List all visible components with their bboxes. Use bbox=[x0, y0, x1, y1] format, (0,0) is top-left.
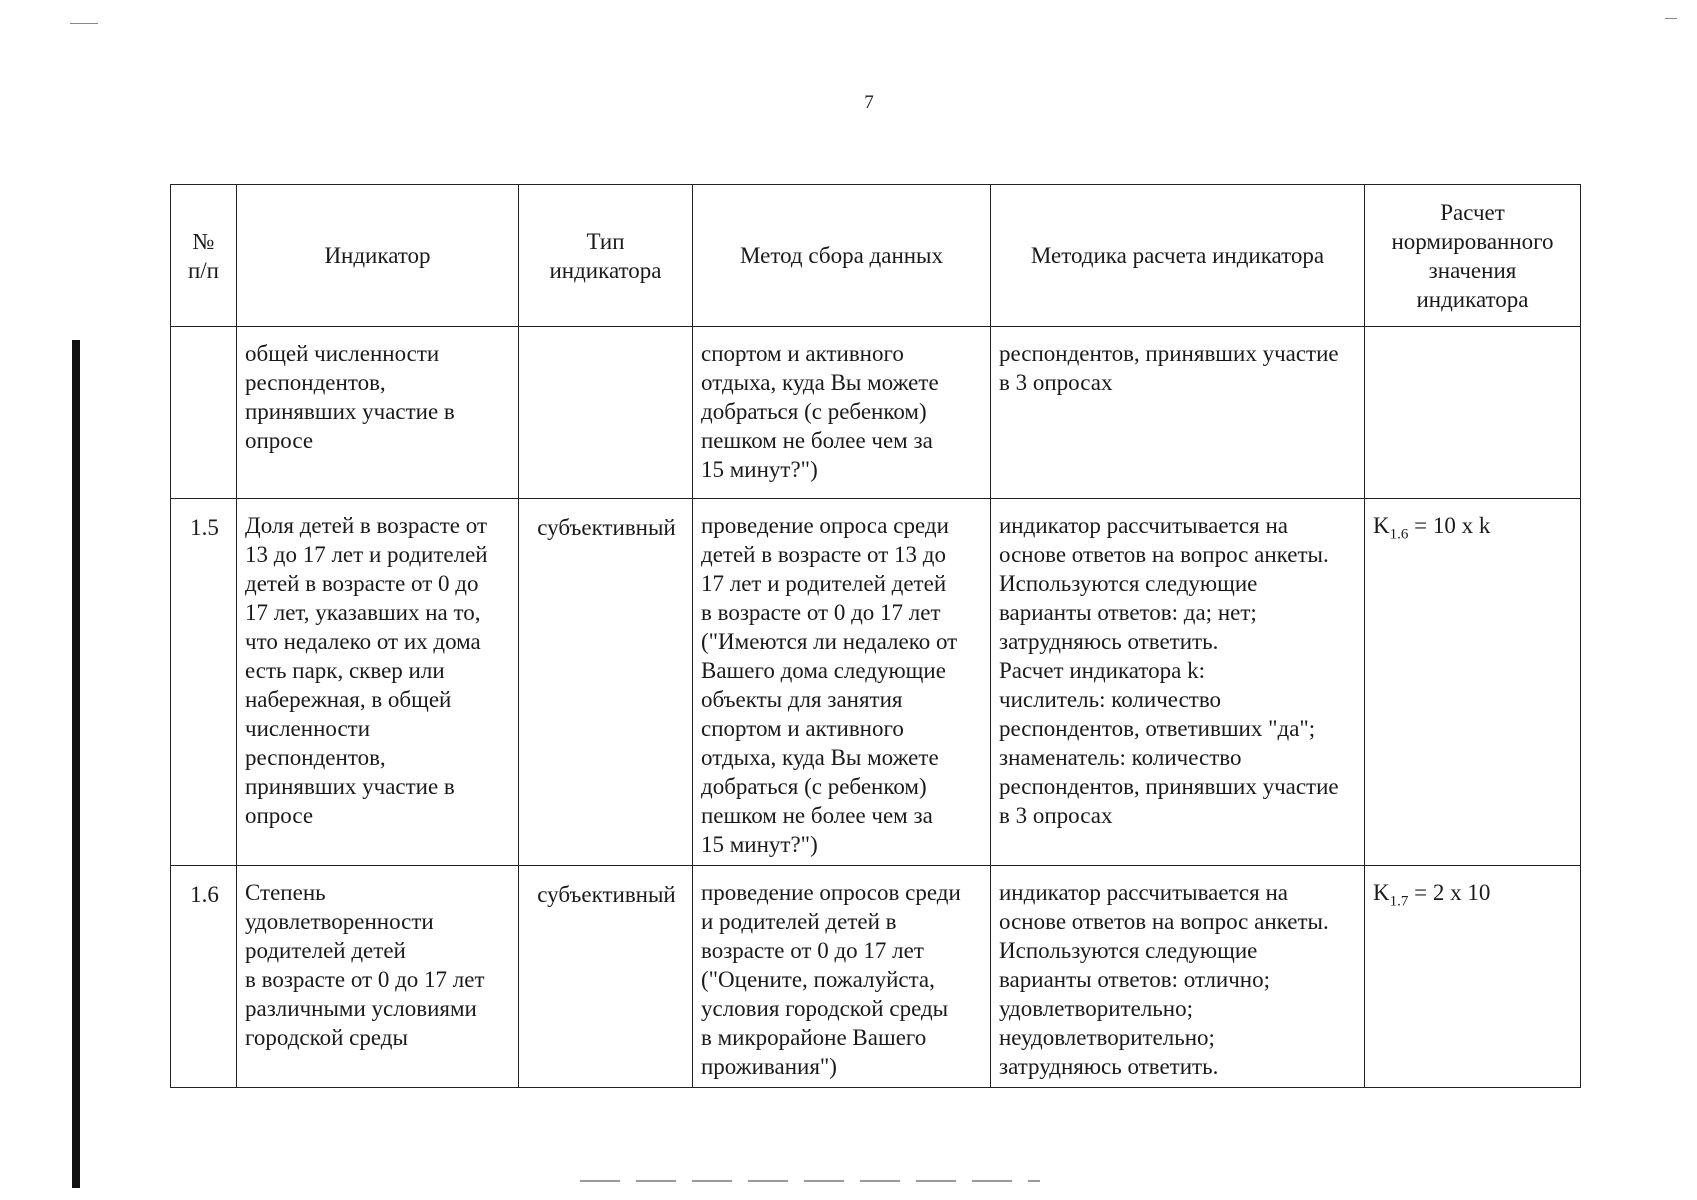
row-method: проведение опросов среди и родителей детей в возрасте от 0 до 17 лет ("Оцените, пожалуйста, условия городской среды в микрорайоне Вашего проживания") bbox=[693, 866, 991, 1088]
indicators-table bbox=[170, 184, 1581, 1088]
row-num: 1.5 bbox=[171, 499, 237, 866]
scan-artifact bbox=[70, 23, 98, 24]
header-num: № п/п bbox=[171, 185, 237, 327]
page-number: 7 bbox=[864, 92, 874, 113]
table-row bbox=[171, 866, 1581, 1088]
row-type bbox=[519, 327, 693, 499]
row-calc: индикатор рассчитывается на основе ответов на вопрос анкеты. Используются следующие варианты ответов: да; нет; затрудняюсь ответить. Расчет индикатора k: числитель: количество респондентов, ответивших "да"; знаменатель: количество респондентов, принявших участие в 3 опросах bbox=[991, 499, 1365, 866]
row-type: субъективный bbox=[519, 499, 693, 866]
row-norm: $K_{1.7} = 2$ x 10 bbox=[1365, 866, 1581, 1088]
table-header-row bbox=[171, 185, 1581, 327]
row-type: субъективный bbox=[519, 866, 693, 1088]
header-type: Тип индикатора bbox=[519, 185, 693, 327]
row-calc: индикатор рассчитывается на основе ответов на вопрос анкеты. Используются следующие варианты ответов: отлично; удовлетворительно; неудовлетворительно; затрудняюсь ответить. bbox=[991, 866, 1365, 1088]
header-indicator: Индикатор bbox=[237, 185, 519, 327]
scan-artifact bbox=[580, 1180, 1040, 1182]
header-calc: Методика расчета индикатора bbox=[991, 185, 1365, 327]
row-norm: $K_{1.6} = 10$ x k bbox=[1365, 499, 1581, 866]
row-norm bbox=[1365, 327, 1581, 499]
row-num bbox=[171, 327, 237, 499]
row-indicator: общей численности респондентов, принявших участие в опросе bbox=[237, 327, 519, 499]
row-num: 1.6 bbox=[171, 866, 237, 1088]
header-norm: Расчет нормированного значения индикатора bbox=[1365, 185, 1581, 327]
row-method: проведение опроса среди детей в возрасте от 13 до 17 лет и родителей детей в возрасте от 0 до 17 лет ("Имеются ли недалеко от Вашего дома следующие объекты для занятия спортом и активного отдыха, куда Вы можете добраться (с ребенком) пешком не более чем за 15 минут?") bbox=[693, 499, 991, 866]
binding-margin-bar bbox=[72, 340, 80, 1188]
header-method: Метод сбора данных bbox=[693, 185, 991, 327]
scan-artifact bbox=[1665, 18, 1677, 19]
row-calc: респондентов, принявших участие в 3 опросах bbox=[991, 327, 1365, 499]
table-row bbox=[171, 499, 1581, 866]
table-row bbox=[171, 327, 1581, 499]
row-indicator: Степень удовлетворенности родителей детей в возрасте от 0 до 17 лет различными условиями городской среды bbox=[237, 866, 519, 1088]
row-indicator: Доля детей в возрасте от 13 до 17 лет и родителей детей в возрасте от 0 до 17 лет, указавших на то, что недалеко от их дома есть парк, сквер или набережная, в общей численности респондентов, принявших участие в опросе bbox=[237, 499, 519, 866]
row-method: спортом и активного отдыха, куда Вы можете добраться (с ребенком) пешком не более чем за 15 минут?") bbox=[693, 327, 991, 499]
